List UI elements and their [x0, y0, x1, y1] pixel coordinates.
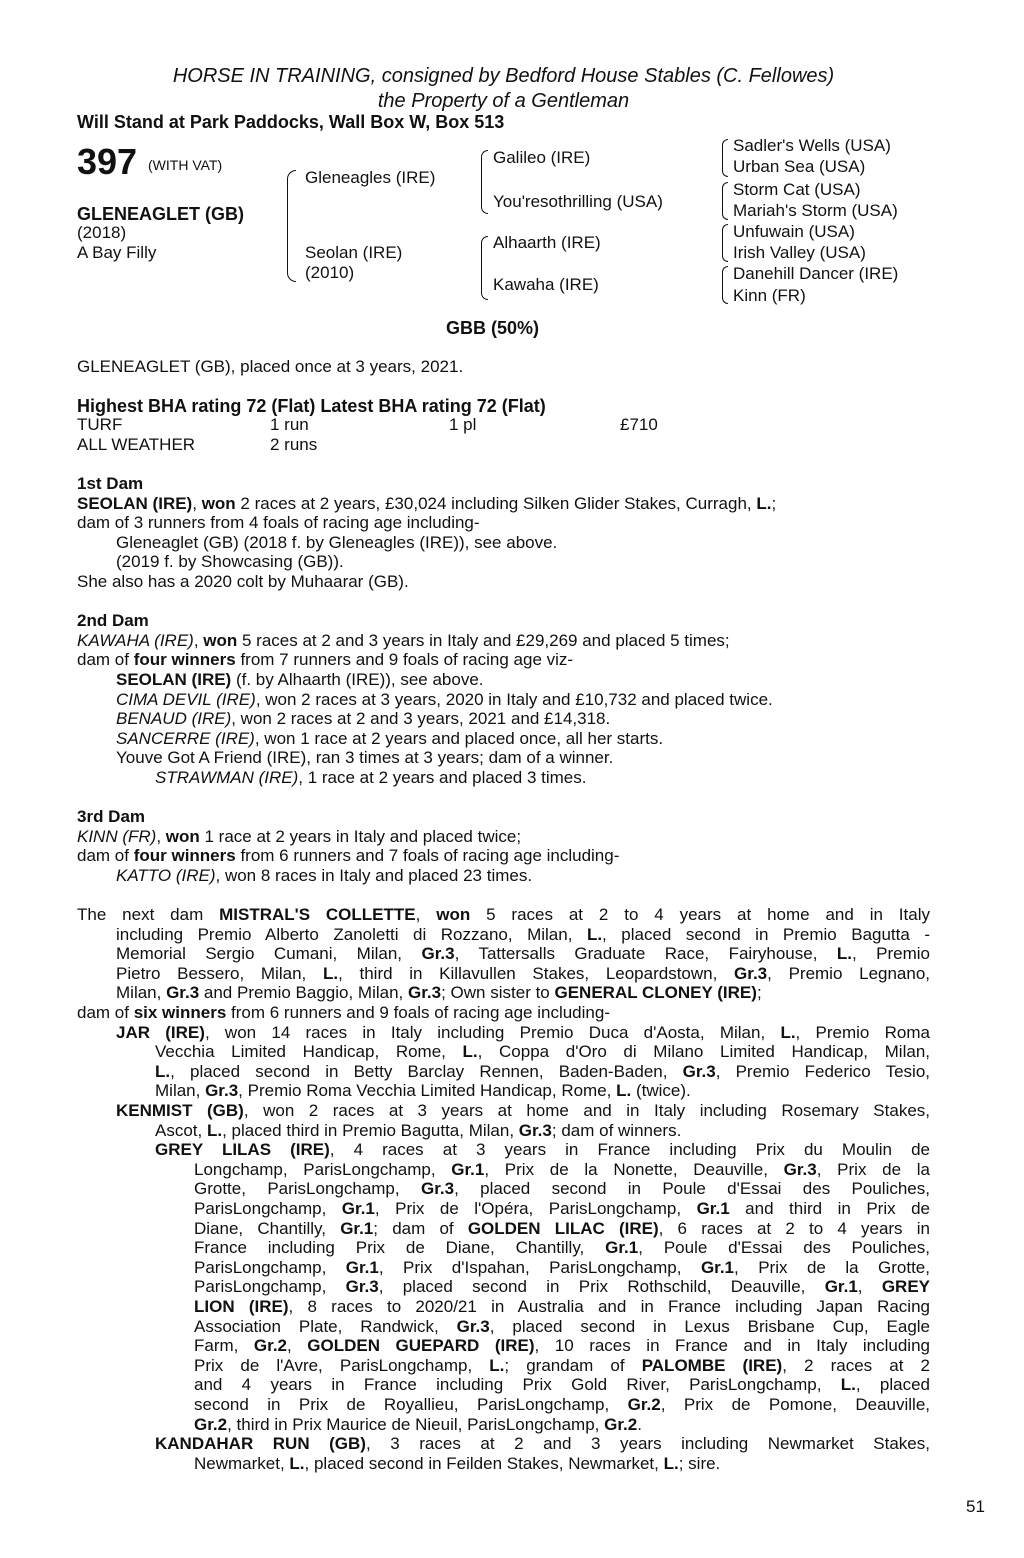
- record-runs: 1 run: [270, 415, 309, 434]
- text-line: [77, 905, 930, 925]
- pedigree-brace: [481, 236, 488, 300]
- italic-text: KATTO (IRE): [116, 865, 216, 885]
- text-line: [194, 1258, 930, 1278]
- bold-text: L.: [155, 1061, 171, 1081]
- race-summary: GLENEAGLET (GB), placed once at 3 years, 2021.: [77, 357, 464, 376]
- text-segment: , Prix de Pomone, Deauville,: [660, 1394, 930, 1414]
- text-segment: ParisLongchamp,: [194, 1257, 346, 1277]
- bold-text: Gr.1: [696, 1198, 730, 1218]
- bold-text: Gr.3: [518, 1120, 552, 1140]
- text-segment: , Premio: [851, 944, 931, 964]
- blank-line: [77, 592, 930, 612]
- text-line: [194, 1238, 930, 1258]
- horse-name: GLENEAGLET (GB): [77, 204, 244, 224]
- dam: Seolan (IRE): [305, 243, 403, 262]
- bold-text: four winners: [133, 846, 236, 866]
- ancestor: Irish Valley (USA): [733, 243, 866, 262]
- italic-text: STRAWMAN (IRE): [155, 767, 299, 787]
- ancestor: Mariah's Storm (USA): [733, 201, 898, 220]
- text-segment: , Premio Roma Vecchia Limited Handicap, Rome,: [238, 1081, 617, 1101]
- text-segment: Youve Got A Friend (IRE), ran 3 times at 3 years; dam of a winner.: [116, 748, 614, 768]
- bold-text: Gr.2: [627, 1394, 661, 1414]
- text-line: [194, 1317, 930, 1337]
- bold-text: L.: [836, 944, 852, 964]
- bold-text: 3rd Dam: [77, 807, 146, 827]
- italic-text: SANCERRE (IRE): [116, 728, 255, 748]
- gbb-percentage: GBB (50%): [446, 318, 540, 338]
- text-line: [194, 1336, 930, 1356]
- text-line: [116, 690, 930, 710]
- bold-text: Gr.3: [345, 1277, 379, 1297]
- sire: Gleneagles (IRE): [305, 168, 436, 187]
- text-segment: , third in Prix Maurice de Nieuil, ParisLongchamp,: [227, 1414, 605, 1434]
- bold-text: L.: [663, 1453, 679, 1473]
- pedigree-brace: [287, 170, 296, 282]
- text-line: [116, 709, 930, 729]
- bold-text: GOLDEN LILAC (IRE): [467, 1218, 659, 1238]
- text-line: [116, 670, 930, 690]
- text-segment: France including Prix de Diane, Chantilly,: [194, 1238, 606, 1258]
- bold-text: PALOMBE (IRE): [641, 1355, 783, 1375]
- text-segment: and 4 years in France including Prix Gold River, ParisLongchamp,: [194, 1375, 841, 1395]
- text-line: [194, 1160, 930, 1180]
- text-segment: , Premio Federico Tesio,: [715, 1061, 930, 1081]
- text-segment: , 6 races at 2 to 4 years in: [658, 1218, 930, 1238]
- text-segment: , 10 races in France and in Italy including: [534, 1336, 930, 1356]
- text-segment: , Prix de la: [816, 1159, 931, 1179]
- text-segment: Gleneaglet (GB) (2018 f. by Gleneagles (IRE)), see above.: [116, 532, 558, 552]
- bold-text: won: [203, 630, 238, 650]
- dam-year: (2010): [305, 263, 355, 282]
- bold-text: GOLDEN GUEPARD (IRE): [307, 1336, 535, 1356]
- pedigree-brace: [722, 139, 728, 177]
- bold-text: L.: [586, 924, 603, 944]
- text-segment: , placed second in Betty Barclay Rennen, Baden-Baden,: [170, 1061, 683, 1081]
- bold-text: Gr.3: [408, 983, 442, 1003]
- bold-text: MISTRAL'S COLLETTE: [219, 905, 416, 925]
- text-line: [77, 827, 930, 847]
- text-segment: Prix de l'Avre, ParisLongchamp,: [194, 1355, 490, 1375]
- text-segment: .: [637, 1414, 642, 1434]
- text-segment: Pietro Bessero, Milan,: [116, 963, 323, 983]
- blank-line: [77, 788, 930, 808]
- text-segment: and third in Prix de: [729, 1198, 930, 1218]
- italic-text: CIMA DEVIL (IRE): [116, 689, 256, 709]
- bold-text: won: [436, 905, 471, 925]
- text-segment: 2 races at 2 years, £30,024 including Silken Glider Stakes, Curragh,: [235, 493, 757, 513]
- bold-text: L.: [616, 1081, 632, 1101]
- bold-text: Gr.3: [205, 1081, 239, 1101]
- text-segment: dam of: [77, 1003, 134, 1023]
- italic-text: KINN (FR): [77, 826, 157, 846]
- bold-text: Gr.1: [345, 1257, 379, 1277]
- bold-text: Gr.3: [682, 1061, 716, 1081]
- text-segment: ,: [287, 1336, 308, 1356]
- record-surface: ALL WEATHER: [77, 435, 196, 454]
- text-segment: ParisLongchamp,: [194, 1277, 346, 1297]
- text-segment: and Premio Baggio, Milan,: [199, 983, 409, 1003]
- text-segment: dam of: [77, 650, 134, 670]
- bold-text: Gr.1: [451, 1159, 485, 1179]
- pedigree-brace: [481, 150, 488, 214]
- text-segment: , won 14 races in Italy including Premio Duca d'Aosta, Milan,: [204, 1022, 781, 1042]
- bha-rating: Highest BHA rating 72 (Flat) Latest BHA rating 72 (Flat): [77, 396, 546, 416]
- text-segment: , Poule d'Essai des Pouliches,: [638, 1238, 930, 1258]
- bold-text: Gr.1: [700, 1257, 735, 1277]
- text-segment: , won 2 races at 2 and 3 years, 2021 and £14,318.: [231, 709, 611, 729]
- bold-text: Gr.2: [253, 1336, 288, 1356]
- bold-text: Gr.3: [783, 1159, 817, 1179]
- text-line: [194, 1199, 930, 1219]
- text-segment: ;: [756, 983, 762, 1003]
- text-line: [77, 474, 930, 494]
- text-line: [194, 1415, 930, 1435]
- text-line: [77, 611, 930, 631]
- bold-text: L.: [840, 1375, 856, 1395]
- record-surface: TURF: [77, 415, 123, 434]
- text-segment: from 6 runners and 9 foals of racing age including-: [226, 1003, 610, 1023]
- bold-text: KENMIST (GB): [116, 1101, 244, 1120]
- text-segment: ,: [192, 493, 202, 513]
- text-segment: ParisLongchamp,: [194, 1198, 342, 1218]
- record-prize: £710: [620, 415, 658, 434]
- text-segment: 1 race at 2 years in Italy and placed twice;: [199, 826, 522, 846]
- text-segment: , Tattersalls Graduate Race, Fairyhouse,: [454, 944, 837, 964]
- ancestor: Unfuwain (USA): [733, 222, 855, 241]
- bold-text: GENERAL CLONEY (IRE): [554, 983, 757, 1003]
- ancestor: Storm Cat (USA): [733, 180, 861, 199]
- bold-text: Gr.1: [340, 1218, 374, 1238]
- bold-text: four winners: [133, 650, 236, 670]
- text-segment: , placed second in Feilden Stakes, Newmarket,: [304, 1453, 664, 1473]
- text-segment: , Premio Roma: [795, 1022, 930, 1042]
- text-segment: Milan,: [116, 983, 167, 1003]
- text-segment: (2019 f. by Showcasing (GB)).: [116, 552, 344, 572]
- text-line: [116, 964, 930, 984]
- text-line: [116, 925, 930, 945]
- bold-text: Gr.3: [166, 983, 200, 1003]
- pedigree-brace: [722, 182, 728, 220]
- text-line: [77, 1003, 930, 1023]
- text-line: [194, 1454, 930, 1474]
- text-line: [155, 1434, 930, 1454]
- text-segment: , won 2 races at 3 years, 2020 in Italy and £10,732 and placed twice.: [255, 689, 773, 709]
- bold-text: Gr.1: [341, 1198, 375, 1218]
- text-segment: , placed: [855, 1375, 930, 1395]
- text-line: [116, 866, 930, 886]
- pedigree-brace: [722, 224, 728, 262]
- horse-description: A Bay Filly: [77, 243, 157, 262]
- sire-sire: Galileo (IRE): [493, 148, 591, 167]
- text-segment: ; dam of: [373, 1218, 468, 1238]
- text-line: [116, 1023, 930, 1043]
- text-line: [116, 533, 930, 553]
- text-line: [155, 1081, 930, 1101]
- text-segment: , won 8 races in Italy and placed 23 times.: [215, 865, 533, 885]
- text-segment: , Prix de la Grotte,: [734, 1257, 930, 1277]
- bold-text: L.: [206, 1120, 223, 1140]
- horse-year: (2018): [77, 223, 127, 242]
- bold-text: KANDAHAR RUN (GB): [155, 1434, 366, 1454]
- bold-text: six winners: [133, 1003, 227, 1023]
- text-segment: ,: [156, 826, 166, 846]
- lot-number: 397: [77, 141, 138, 182]
- text-segment: , Prix de l'Opéra, ParisLongchamp,: [374, 1198, 697, 1218]
- bold-text: Gr.3: [420, 1179, 455, 1199]
- text-line: [194, 1297, 930, 1317]
- bold-text: Gr.1: [605, 1238, 639, 1258]
- record-placed: 1 pl: [449, 415, 477, 434]
- text-segment: She also has a 2020 colt by Muhaarar (GB).: [77, 571, 409, 591]
- text-line: [194, 1395, 930, 1415]
- text-segment: dam of: [77, 846, 134, 866]
- text-line: [116, 729, 930, 749]
- text-segment: Memorial Sergio Cumani, Milan,: [116, 944, 422, 964]
- dam-dam: Kawaha (IRE): [493, 275, 599, 294]
- text-segment: Farm,: [194, 1336, 254, 1356]
- text-segment: , placed second in Poule d'Essai des Pouliches,: [454, 1179, 930, 1199]
- text-segment: , won 1 race at 2 years and placed once, all her starts.: [254, 728, 664, 748]
- text-segment: , 1 race at 2 years and placed 3 times.: [298, 767, 587, 787]
- text-segment: , placed third in Premio Bagutta, Milan,: [222, 1120, 519, 1140]
- dam-sire: Alhaarth (IRE): [493, 233, 601, 252]
- bold-text: L.: [289, 1453, 305, 1473]
- text-segment: , Premio Legnano,: [767, 963, 931, 983]
- page-number: 51: [966, 1497, 985, 1516]
- text-segment: ; grandam of: [504, 1355, 642, 1375]
- text-line: [194, 1179, 930, 1199]
- bold-text: SEOLAN (IRE): [77, 493, 193, 513]
- text-segment: ,: [193, 630, 204, 650]
- text-line: [155, 1121, 930, 1141]
- text-segment: , 3 races at 2 and 3 years including Newmarket Stakes,: [365, 1434, 930, 1454]
- bold-text: SEOLAN (IRE): [116, 669, 232, 689]
- lot-title: HORSE IN TRAINING, consigned by Bedford House Stables (C. Fellowes): [172, 65, 835, 87]
- bold-text: GREY LILAS (IRE): [155, 1140, 330, 1160]
- vat-note: (WITH VAT): [148, 157, 223, 173]
- bold-text: L.: [780, 1022, 796, 1042]
- text-segment: Grotte, ParisLongchamp,: [194, 1179, 421, 1199]
- text-segment: second in Prix de Royallieu, ParisLongchamp,: [194, 1394, 628, 1414]
- sire-dam: You'resothrilling (USA): [493, 192, 663, 211]
- ancestor: Sadler's Wells (USA): [733, 136, 891, 155]
- bold-text: Gr.3: [734, 963, 768, 983]
- produce-record: [0, 474, 1024, 1473]
- text-segment: including Premio Alberto Zanoletti di Rozzano, Milan,: [116, 924, 587, 944]
- text-segment: ,: [857, 1277, 882, 1297]
- text-line: [155, 768, 930, 788]
- bold-text: L.: [322, 963, 339, 983]
- text-segment: (twice).: [631, 1081, 691, 1101]
- lot-owner: the Property of a Gentleman: [377, 90, 630, 112]
- italic-text: KAWAHA (IRE): [77, 630, 194, 650]
- text-line: [77, 650, 930, 670]
- text-line: [116, 983, 930, 1003]
- stand-location: Will Stand at Park Paddocks, Wall Box W, Box 513: [77, 112, 505, 132]
- text-segment: , won 2 races at 3 years at home and in Italy including Rosemary Stakes,: [243, 1101, 930, 1120]
- bold-text: L.: [462, 1042, 478, 1062]
- bold-text: LION (IRE): [194, 1296, 289, 1316]
- text-line: [194, 1277, 930, 1297]
- text-segment: , 2 races at 2: [782, 1355, 931, 1375]
- bold-text: Gr.2: [194, 1414, 228, 1434]
- text-segment: (f. by Alhaarth (IRE)), see above.: [231, 669, 484, 689]
- bold-text: won: [201, 493, 236, 513]
- ancestor: Danehill Dancer (IRE): [733, 264, 899, 283]
- text-segment: Association Plate, Randwick,: [194, 1316, 457, 1336]
- text-segment: , 4 races at 3 years in France including Prix du Moulin de: [329, 1140, 930, 1160]
- text-segment: , third in Killavullen Stakes, Leopardstown,: [338, 963, 735, 983]
- text-line: [194, 1356, 930, 1376]
- text-line: [155, 1062, 930, 1082]
- text-segment: dam of 3 runners from 4 foals of racing age including-: [77, 513, 480, 533]
- bold-text: GREY: [881, 1277, 931, 1297]
- text-line: [155, 1140, 930, 1160]
- bold-text: Gr.3: [456, 1316, 490, 1336]
- text-segment: 5 races at 2 to 4 years at home and in Italy: [470, 905, 930, 925]
- text-segment: Vecchia Limited Handicap, Rome,: [155, 1042, 463, 1062]
- text-segment: Longchamp, ParisLongchamp,: [194, 1159, 452, 1179]
- text-line: [116, 552, 930, 572]
- text-segment: , 8 races to 2020/21 in Australia and in France including Japan Racing: [288, 1296, 930, 1316]
- text-segment: Ascot,: [155, 1120, 207, 1140]
- text-segment: from 7 runners and 9 foals of racing age viz-: [235, 650, 574, 670]
- text-segment: Milan,: [155, 1081, 206, 1101]
- text-line: [77, 494, 930, 514]
- text-line: [116, 1101, 930, 1121]
- text-line: [194, 1219, 930, 1239]
- ancestor: Kinn (FR): [733, 286, 806, 305]
- text-line: [77, 513, 930, 533]
- text-line: [77, 572, 930, 592]
- ancestor: Urban Sea (USA): [733, 157, 866, 176]
- text-segment: , placed second in Prix Rothschild, Deauville,: [378, 1277, 825, 1297]
- text-segment: , placed second in Lexus Brisbane Cup, Eagle: [489, 1316, 930, 1336]
- record-runs: 2 runs: [270, 435, 318, 454]
- text-line: [116, 944, 930, 964]
- text-segment: , Coppa d'Oro di Milano Limited Handicap, Milan,: [477, 1042, 930, 1062]
- text-segment: Newmarket,: [194, 1453, 290, 1473]
- blank-line: [77, 885, 930, 905]
- bold-text: Gr.2: [604, 1414, 638, 1434]
- text-segment: , Prix d'Ispahan, ParisLongchamp,: [378, 1257, 701, 1277]
- text-line: [77, 631, 930, 651]
- text-segment: from 6 runners and 7 foals of racing age including-: [235, 846, 620, 866]
- bold-text: 2nd Dam: [77, 611, 149, 631]
- bold-text: L.: [489, 1355, 505, 1375]
- pedigree-brace: [722, 266, 728, 304]
- text-line: [194, 1375, 930, 1395]
- bold-text: JAR (IRE): [116, 1022, 205, 1042]
- text-segment: ; dam of winners.: [551, 1120, 682, 1140]
- bold-text: Gr.1: [824, 1277, 858, 1297]
- text-segment: 5 races at 2 and 3 years in Italy and £29,269 and placed 5 times;: [237, 630, 730, 650]
- text-segment: Diane, Chantilly,: [194, 1218, 341, 1238]
- text-segment: The next dam: [77, 905, 220, 925]
- text-segment: , placed second in Premio Bagutta -: [602, 924, 930, 944]
- text-segment: ; Own sister to: [441, 983, 555, 1003]
- text-segment: ,: [415, 905, 437, 925]
- bold-text: 1st Dam: [77, 474, 144, 493]
- text-segment: ; sire.: [678, 1453, 721, 1473]
- bold-text: L.: [756, 493, 772, 513]
- text-segment: , Prix de la Nonette, Deauville,: [484, 1159, 784, 1179]
- text-line: [77, 846, 930, 866]
- text-line: [155, 1042, 930, 1062]
- text-line: [77, 807, 930, 827]
- bold-text: Gr.3: [421, 944, 455, 964]
- bold-text: won: [165, 826, 200, 846]
- italic-text: BENAUD (IRE): [116, 709, 232, 729]
- text-line: [116, 748, 930, 768]
- text-segment: ;: [771, 493, 777, 513]
